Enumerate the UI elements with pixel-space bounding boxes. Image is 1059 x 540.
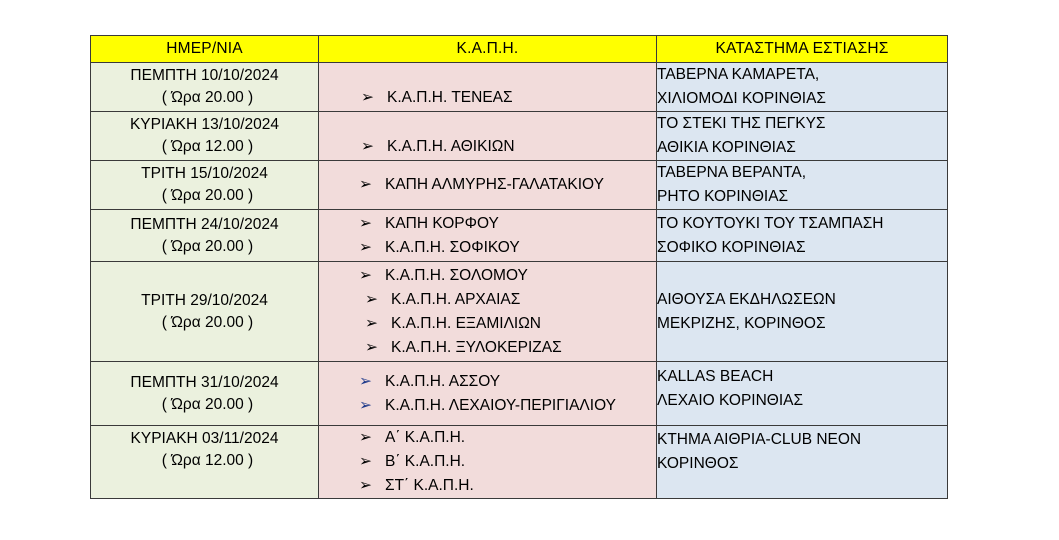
date-cell: [91, 63, 319, 112]
kapi-name: ΣΤ΄ Κ.Α.Π.Η.: [385, 477, 474, 494]
header-shop: ΚΑΤΑΣΤΗΜΑ ΕΣΤΙΑΣΗΣ: [657, 36, 948, 63]
shop-line: ΑΘΙΚΙΑ ΚΟΡΙΝΘΙΑΣ: [657, 139, 796, 156]
date-cell: [91, 161, 319, 210]
table-row: [91, 161, 948, 210]
kapi-cell: [319, 161, 657, 210]
date-text: ΚΥΡΙΑΚΗ 03/11/2024: [130, 430, 279, 447]
shop-line: ΚΤΗΜΑ ΑΙΘΡΙΑ-CLUB ΝΕΟΝ: [657, 431, 862, 448]
kapi-name: Κ.Α.Π.Η. ΞΥΛΟΚΕΡΙΖΑΣ: [391, 338, 562, 356]
kapi-list: [319, 173, 656, 197]
list-item: [359, 264, 656, 288]
arrow-bullet-icon: ➢: [359, 372, 372, 390]
list-item: [359, 336, 656, 360]
schedule-rows: [91, 63, 948, 499]
list-item: [359, 173, 656, 197]
kapi-cell: [319, 63, 657, 112]
arrow-bullet-icon: ➢: [359, 453, 372, 470]
date-cell: [91, 262, 319, 362]
list-item: [359, 394, 656, 418]
shop-line: ΑΙΘΟΥΣΑ ΕΚΔΗΛΩΣΕΩΝ: [657, 290, 836, 308]
table-row: [91, 362, 948, 426]
shop-cell: [657, 426, 948, 499]
kapi-name: Κ.Α.Π.Η. ΑΣΣΟΥ: [385, 372, 501, 390]
kapi-cell: [319, 426, 657, 499]
list-item: [359, 426, 656, 450]
time-text: ( Ώρα 12.00 ): [161, 138, 254, 155]
time-text: ( Ώρα 20.00 ): [161, 89, 254, 106]
list-item: [359, 236, 656, 260]
date-cell: [91, 362, 319, 426]
list-item: [359, 370, 656, 394]
table-row: [91, 112, 948, 161]
shop-cell: [657, 63, 948, 112]
table-row: [91, 262, 948, 362]
kapi-name: Κ.Α.Π.Η. ΣΟΛΟΜΟΥ: [385, 266, 528, 284]
date-text: ΤΡΙΤΗ 29/10/2024: [141, 291, 268, 309]
arrow-bullet-icon: ➢: [359, 176, 372, 193]
shop-line: KALLAS BEACH: [657, 368, 774, 385]
header-row: [91, 36, 948, 63]
kapi-cell: [319, 262, 657, 362]
list-item: [361, 86, 656, 110]
table-row: [91, 63, 948, 112]
date-cell: [91, 426, 319, 499]
kapi-list: [319, 264, 656, 360]
kapi-name: ΚΑΠΗ ΚΟΡΦΟΥ: [385, 214, 499, 232]
kapi-cell: [319, 362, 657, 426]
time-text: ( Ώρα 20.00 ): [161, 237, 254, 255]
kapi-name: Κ.Α.Π.Η. ΤΕΝΕΑΣ: [387, 89, 513, 106]
date-text: ΚΥΡΙΑΚΗ 13/10/2024: [129, 116, 280, 133]
list-item: [359, 288, 656, 312]
arrow-bullet-icon: ➢: [359, 238, 372, 256]
shop-cell: [657, 362, 948, 426]
arrow-bullet-icon: ➢: [359, 477, 372, 494]
shop-line: ΣΟΦΙΚΟ ΚΟΡΙΝΘΙΑΣ: [657, 238, 806, 256]
kapi-cell: [319, 210, 657, 262]
shop-line: ΚΟΡΙΝΘΟΣ: [657, 455, 739, 472]
arrow-bullet-icon: ➢: [361, 138, 374, 155]
date-text: ΠΕΜΠΤΗ 31/10/2024: [130, 373, 279, 391]
shop-line: ΜΕΚΡΙΖΗΣ, ΚΟΡΙΝΘΟΣ: [657, 314, 826, 332]
date-cell: [91, 112, 319, 161]
kapi-name: Κ.Α.Π.Η. ΕΞΑΜΙΛΙΩΝ: [391, 314, 542, 332]
time-text: ( Ώρα 20.00 ): [161, 395, 254, 413]
table-row: [91, 426, 948, 499]
shop-line: ΛΕΧΑΙΟ ΚΟΡΙΝΘΙΑΣ: [657, 392, 804, 409]
list-item: [359, 212, 656, 236]
time-text: ( Ώρα 12.00 ): [161, 452, 254, 469]
kapi-list: [319, 135, 656, 159]
kapi-list: [319, 370, 656, 418]
kapi-list: [319, 426, 656, 498]
shop-cell: [657, 161, 948, 210]
header-kapi: Κ.Α.Π.Η.: [319, 36, 657, 63]
arrow-bullet-icon: ➢: [365, 314, 378, 332]
kapi-name: Κ.Α.Π.Η. ΛΕΧΑΙΟΥ-ΠΕΡΙΓΙΑΛΙΟΥ: [385, 396, 616, 414]
arrow-bullet-icon: ➢: [359, 214, 372, 232]
date-text: ΠΕΜΠΤΗ 24/10/2024: [130, 215, 279, 233]
date-cell: [91, 210, 319, 262]
date-text: ΠΕΜΠΤΗ 10/10/2024: [130, 67, 279, 84]
shop-line: ΡΗΤΟ ΚΟΡΙΝΘΙΑΣ: [657, 188, 789, 205]
header-date: ΗΜΕΡ/ΝΙΑ: [91, 36, 319, 63]
arrow-bullet-icon: ➢: [359, 396, 372, 414]
schedule-table: [90, 35, 948, 499]
arrow-bullet-icon: ➢: [365, 290, 378, 308]
shop-cell: [657, 262, 948, 362]
kapi-name: Β΄ Κ.Α.Π.Η.: [385, 453, 466, 470]
shop-line: ΤΑΒΕΡΝΑ ΚΑΜΑΡΕΤΑ,: [657, 66, 820, 83]
arrow-bullet-icon: ➢: [359, 266, 372, 284]
kapi-list: [319, 212, 656, 260]
arrow-bullet-icon: ➢: [359, 429, 372, 446]
date-text: ΤΡΙΤΗ 15/10/2024: [141, 165, 268, 182]
arrow-bullet-icon: ➢: [361, 89, 374, 106]
shop-cell: [657, 210, 948, 262]
kapi-name: Κ.Α.Π.Η. ΑΘΙΚΙΩΝ: [387, 138, 515, 155]
shop-cell: [657, 112, 948, 161]
time-text: ( Ώρα 20.00 ): [161, 313, 254, 331]
list-item: [359, 474, 656, 498]
arrow-bullet-icon: ➢: [365, 338, 378, 356]
list-item: [361, 135, 656, 159]
shop-line: ΤΑΒΕΡΝΑ ΒΕΡΑΝΤΑ,: [657, 164, 807, 181]
kapi-name: Κ.Α.Π.Η. ΑΡΧΑΙΑΣ: [391, 290, 521, 308]
shop-line: ΧΙΛΙΟΜΟΔΙ ΚΟΡΙΝΘΙΑΣ: [657, 90, 827, 107]
list-item: [359, 312, 656, 336]
kapi-name: ΚΑΠΗ ΑΛΜΥΡΗΣ-ΓΑΛΑΤΑΚΙΟΥ: [385, 176, 604, 193]
shop-line: ΤΟ ΣΤΕΚΙ ΤΗΣ ΠΕΓΚΥΣ: [657, 115, 826, 132]
kapi-name: Κ.Α.Π.Η. ΣΟΦΙΚΟΥ: [385, 238, 520, 256]
shop-line: ΤΟ ΚΟΥΤΟΥΚΙ ΤΟΥ ΤΣΑΜΠΑΣΗ: [657, 214, 884, 232]
kapi-list: [319, 86, 656, 110]
list-item: [359, 450, 656, 474]
time-text: ( Ώρα 20.00 ): [161, 187, 254, 204]
kapi-name: Α΄ Κ.Α.Π.Η.: [385, 429, 466, 446]
kapi-cell: [319, 112, 657, 161]
table-row: [91, 210, 948, 262]
